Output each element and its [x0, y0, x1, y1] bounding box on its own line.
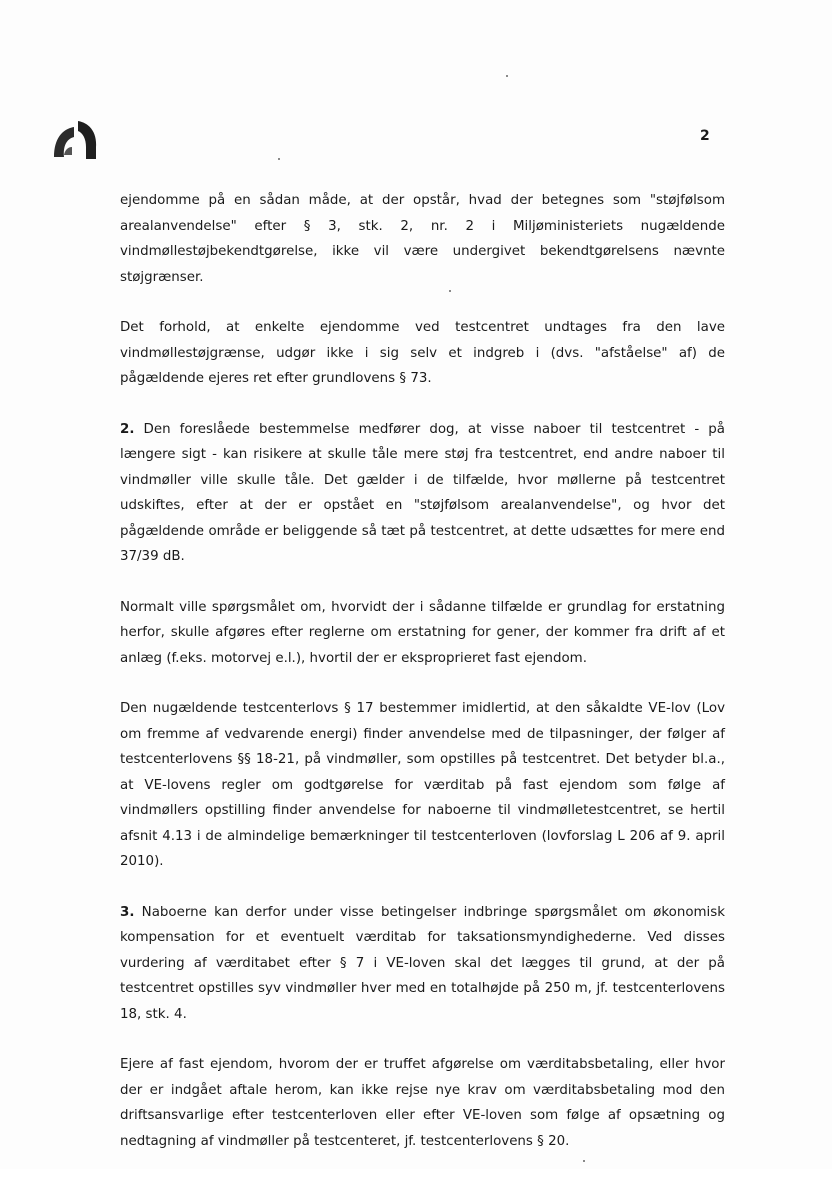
scan-speck: [506, 75, 508, 77]
paragraph-text: Normalt ville spørgsmålet om, hvorvidt der i sådanne tilfælde er grundlag for erstatning herfor, skulle afgøres efter reglerne om erstatning for gener, der kommer fra drift af et anlæg (f.eks. motorvej e.l.), hvortil der er eksproprieret fast ejendom.: [120, 599, 725, 666]
scan-speck: [449, 290, 451, 292]
paragraph: [120, 417, 725, 570]
paragraph-text: Den nugældende testcenterlovs § 17 bestemmer imidlertid, at den såkaldte VE-lov (Lov om fremme af vedvarende energi) finder anvendelse med de tilpasninger, der følger af testcenterlovens §§ 18-21, på vindmøller, som opstilles på testcentret. Det betyder bl.a., at VE-lovens regler om godtgørelse for værditab på fast ejendom som følge af vindmøllers opstilling finder anvendelse for naboerne til vindmølletestcentret, se hertil afsnit 4.13 i de almindelige bemærkninger til testcenterloven (lovforslag L 206 af 9. april 2010).: [120, 701, 725, 869]
document-body: [120, 188, 725, 1179]
paragraph-text: Ejere af fast ejendom, hvorom der er truffet afgørelse om værditabsbetaling, eller hvor der er indgået aftale herom, kan ikke rejse nye krav om værditabsbetaling mod den driftsansvarlige efter testcenterloven eller efter VE-loven som følge af opsætning og nedtagning af vindmøller på testcenteret, jf. testcenterlovens § 20.: [120, 1057, 725, 1149]
paragraph: [120, 1052, 725, 1154]
paragraph: [120, 188, 725, 290]
paragraph: [120, 595, 725, 672]
section-number: 3.: [120, 904, 135, 920]
paragraph: [120, 315, 725, 392]
paragraph-text: Den foreslåede bestemmelse medfører dog, at visse naboer til testcentret - på længere sigt - kan risikere at skulle tåle mere støj fra testcentret, end andre naboer til vindmøller ville skulle tåle. Det gælder i de tilfælde, hvor møllerne på testcentret udskiftes, efter at der er opstået en "støjfølsom arealanvendelse", og hvor det pågældende område er beliggende så tæt på testcentret, at dette udsættes for mere end 37/39 dB.: [120, 421, 725, 564]
scan-speck: [583, 1160, 585, 1162]
scan-speck: [278, 158, 280, 160]
paragraph-text: Naboerne kan derfor under visse betingelser indbringe spørgsmålet om økonomisk kompensation for et eventuelt værditab for taksationsmyndighederne. Ved disses vurdering af værditabet efter § 7 i VE-loven skal det lægges til grund, at der på testcentret opstilles syv vindmøller hver med en totalhøjde på 250 m, jf. testcenterlovens 18, stk. 4.: [120, 904, 726, 1022]
organization-logo-icon: [50, 117, 100, 163]
page-number: 2: [700, 128, 710, 144]
paragraph-text: Det forhold, at enkelte ejendomme ved testcentret undtages fra den lave vindmøllestøjgrænse, udgør ikke i sig selv et indgreb i (dvs. "afståelse" af) de pågældende ejeres ret efter grundlovens § 73.: [120, 320, 725, 386]
section-number: 2.: [120, 421, 135, 437]
paragraph: [120, 900, 725, 1028]
paragraph-text: ejendomme på en sådan måde, at der opstår, hvad der betegnes som "støjfølsom arealanvendelse" efter § 3, stk. 2, nr. 2 i Miljøministeriets nugældende vindmøllestøjbekendtgørelse, ikke vil være undergivet bekendtgørelsens nævnte støjgrænser.: [120, 193, 725, 285]
paragraph: [120, 696, 725, 875]
